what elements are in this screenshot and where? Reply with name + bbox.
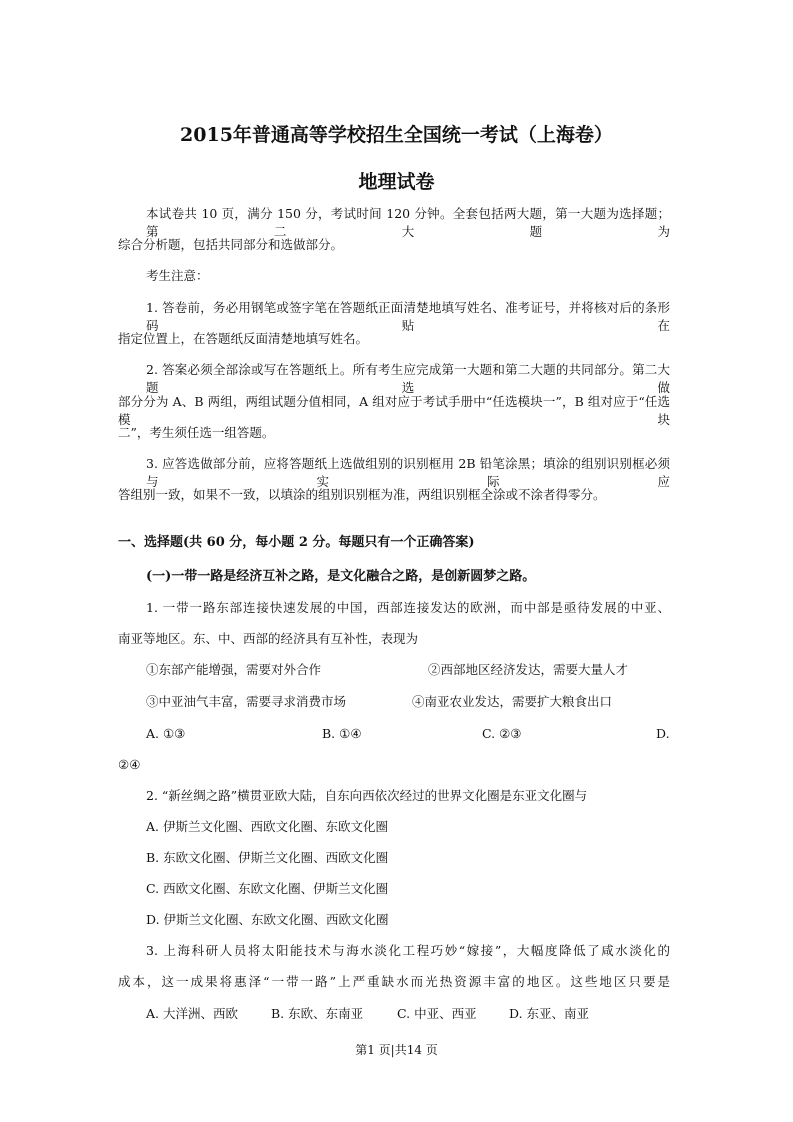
notice-line: 2. 答案必须全部涂或写在答题纸上。所有考生应完成第一大题和第二大题的共同部分。第二大题选做 [146,362,670,395]
notice-line: 3. 应答选做部分前，应将答题纸上选做组别的识别框用 2B 铅笔涂黑；填涂的组别识别框必须与实际应 [146,456,670,489]
question-stem: 成本，这一成果将惠泽“一带一路”上严重缺水而光热资源丰富的地区。这些地区只要是 [118,974,670,989]
notice-line: 部分分为 A、B 两组，两组试题分值相同，A 组对应于考试手册中“任选模块一”，B 组对应于“任选模块 [118,394,670,427]
statement-item: ③中亚油气丰富，需要寻求消费市场 [146,694,347,709]
answer-option: B. 东欧文化圈、伊斯兰文化圈、西欧文化圈 [146,850,389,865]
question-stem: 1. 一带一路东部连接快速发展的中国，西部连接发达的欧洲，而中部是亟待发展的中亚、 [146,600,670,615]
notice-line: 1. 答卷前，务必用钢笔或签字笔在答题纸正面清楚地填写姓名、准考证号，并将核对后的条形码贴在 [146,300,670,333]
section-heading: 一、选择题(共 60 分，每小题 2 分。每题只有一个正确答案) [118,535,475,550]
notice-heading: 考生注意： [146,268,209,283]
intro-line: 本试卷共 10 页，满分 150 分，考试时间 120 分钟。全套包括两大题，第一大题为选择题；第二大题为 [146,206,670,239]
answer-option: A. 大洋洲、西欧 [146,1006,238,1021]
answer-option: B. ①④ [322,726,362,741]
notice-line: 二”，考生须任选一组答题。 [118,425,275,440]
question-stem: 3. 上海科研人员将太阳能技术与海水淡化工程巧妙“嫁接”，大幅度降低了咸水淡化的 [146,943,670,958]
page-title: 2015年普通高等学校招生全国统一考试（上海卷） [180,124,613,146]
answer-option: D. 东亚、南亚 [509,1006,590,1021]
answer-option: C. ②③ [482,726,522,741]
subsection-heading: (一)一带一路是经济互补之路，是文化融合之路，是创新圆梦之路。 [146,569,536,584]
answer-option: C. 中亚、西亚 [397,1006,477,1021]
statement-item: ②西部地区经济发达，需要大量人才 [428,662,629,677]
answer-option: A. 伊斯兰文化圈、西欧文化圈、东欧文化圈 [146,819,388,834]
answer-option: C. 西欧文化圈、东欧文化圈、伊斯兰文化圈 [146,881,389,896]
question-stem: 2. “新丝绸之路”横贯亚欧大陆，自东向西依次经过的世界文化圈是东亚文化圈与 [146,788,588,803]
answer-option: A. ①③ [146,726,186,741]
page-subtitle: 地理试卷 [358,171,435,193]
page-footer: 第1 页|共14 页 [355,1043,438,1057]
answer-option: D. [656,726,670,741]
answer-option: ②④ [118,757,141,772]
answer-option: D. 伊斯兰文化圈、东欧文化圈、西欧文化圈 [146,912,389,927]
intro-line: 综合分析题，包括共同部分和选做部分。 [118,237,344,252]
question-stem: 南亚等地区。东、中、西部的经济具有互补性，表现为 [118,631,419,646]
notice-line: 指定位置上，在答题纸反面清楚地填写姓名。 [118,331,369,346]
answer-option: B. 东欧、东南亚 [271,1006,364,1021]
notice-line: 答组别一致，如果不一致，以填涂的组别识别框为准，两组识别框全涂或不涂者得零分。 [118,487,606,502]
statement-item: ①东部产能增强，需要对外合作 [146,662,322,677]
statement-item: ④南亚农业发达，需要扩大粮食出口 [412,694,613,709]
